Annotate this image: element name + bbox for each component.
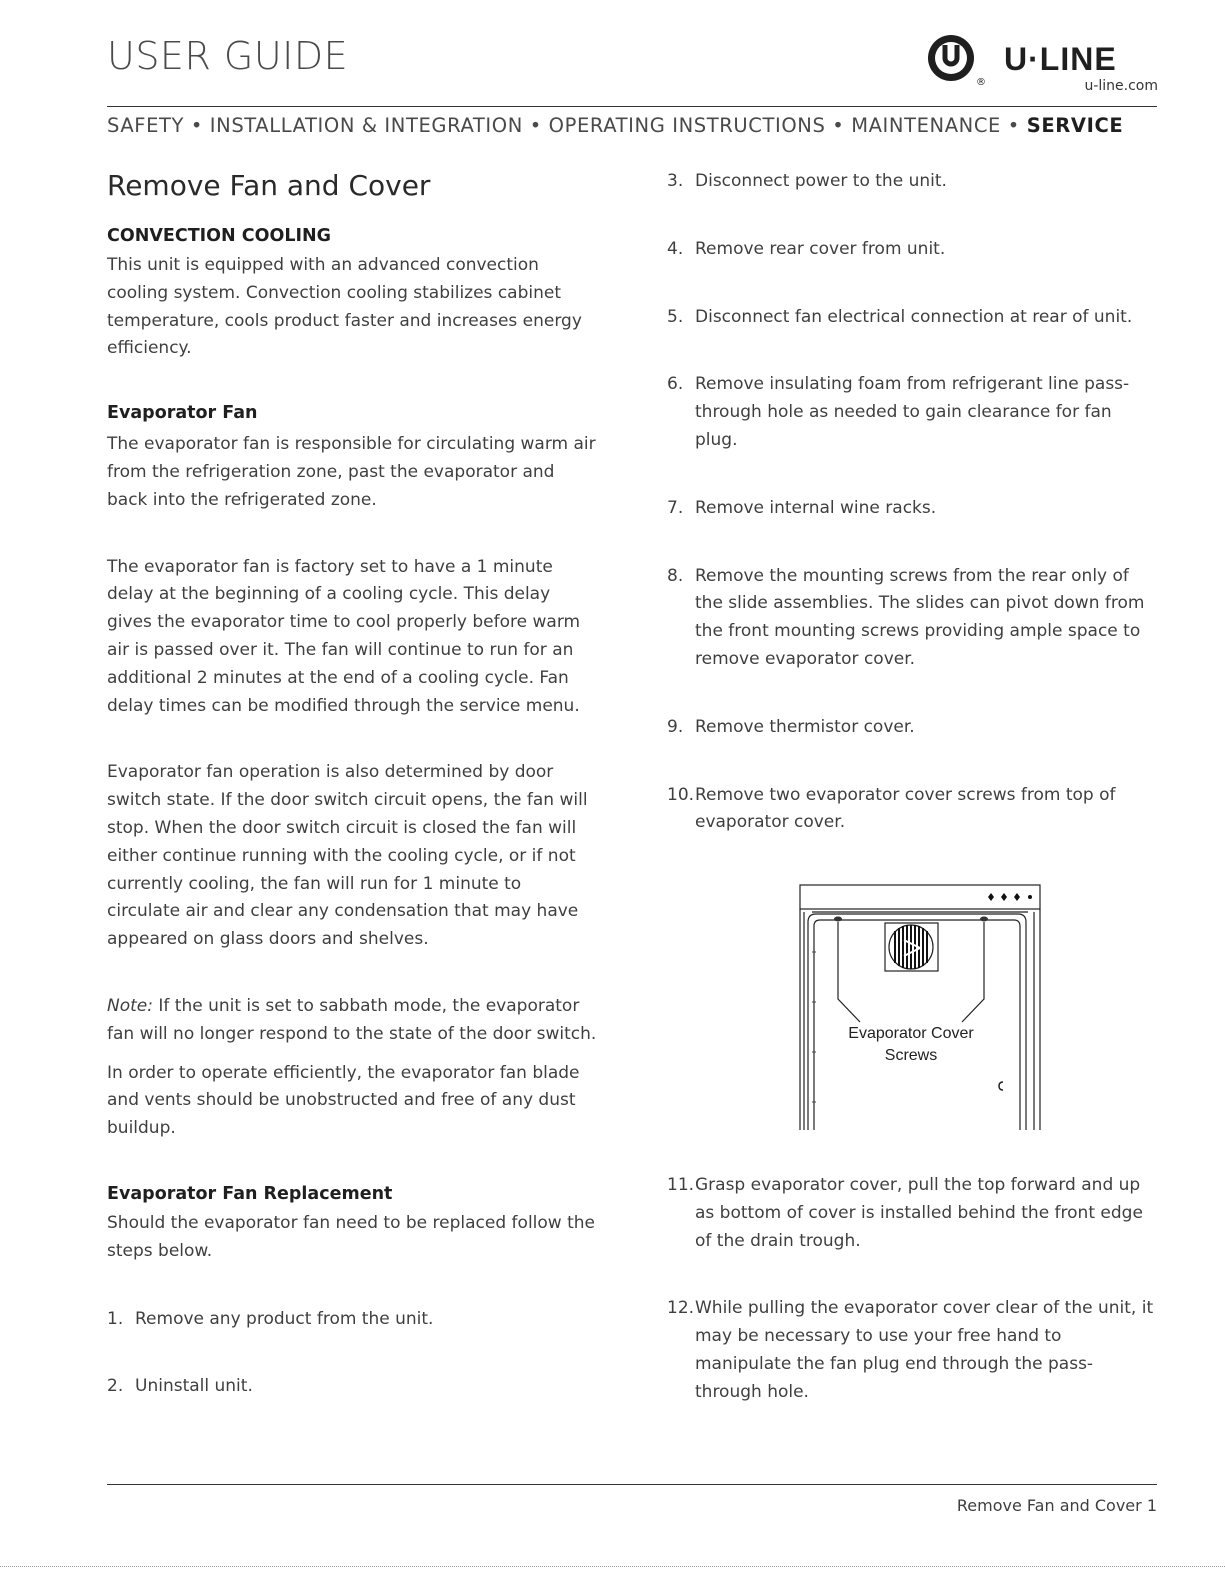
convection-paragraph: This unit is equipped with an advanced convection cooling system. Convection cooling stabilizes cabinet temperature, cools product faster and increases energy efficiency. (107, 255, 582, 359)
uline-logo[interactable] (928, 35, 1160, 97)
step-item (667, 1295, 1159, 1406)
step-number: 3. (667, 171, 684, 191)
step-number: 5. (667, 306, 684, 327)
step-number: 7. (667, 497, 684, 518)
nav-item-installation[interactable]: INSTALLATION & INTEGRATION (209, 114, 523, 137)
page-footer-label: Remove Fan and Cover 1 (956, 1496, 1157, 1515)
step-number: 8. (667, 565, 684, 586)
right-column (667, 168, 1159, 837)
guide-title: USER GUIDE (107, 34, 349, 78)
section-title: Remove Fan and Cover (107, 169, 431, 202)
step-text: Remove internal wine racks. (695, 497, 937, 518)
sabbath-note (107, 993, 597, 1049)
step-number: 9. (667, 716, 684, 737)
replacement-heading: Evaporator Fan Replacement (107, 1183, 393, 1204)
step-item (667, 714, 1159, 742)
nav-separator: • (1007, 114, 1020, 137)
nav-item-operating[interactable]: OPERATING INSTRUCTIONS (548, 114, 826, 137)
step-number: 1. (107, 1308, 124, 1329)
step-text: Remove rear cover from unit. (695, 238, 946, 259)
replacement-paragraph: Should the evaporator fan need to be replaced follow the steps below. (107, 1212, 595, 1261)
step-text: Remove any product from the unit. (135, 1308, 434, 1329)
step-text: Remove the mounting screws from the rear only of the slide assemblies. The slides can pivot down from the front mounting screws providing ample space to remove evaporator cover. (695, 565, 1145, 669)
step-item (667, 168, 1159, 196)
step-item (667, 371, 1159, 454)
step-item (667, 1172, 1159, 1255)
header-divider (107, 106, 1157, 107)
section-nav (107, 114, 1123, 137)
nav-item-maintenance[interactable]: MAINTENANCE (851, 114, 1001, 137)
step-number: 6. (667, 374, 684, 395)
right-column-lower (667, 1172, 1159, 1407)
footer-divider (107, 1484, 1157, 1485)
page-edge-dotted-line (0, 1566, 1225, 1567)
step-text: While pulling the evaporator cover clear of the unit, it may be necessary to use your free hand to manipulate the fan plug end through the pass-through hole. (695, 1298, 1154, 1402)
step-item (667, 782, 1159, 838)
step-item (667, 563, 1159, 674)
nav-separator: • (190, 114, 203, 137)
fan-paragraph-3: Evaporator fan operation is also determined by door switch state. If the door switch circuit opens, the fan will stop. When the door switch circuit is closed the fan will either continue running with the cooling cycle, or if not currently cooling, the fan will run for 1 minute to circulate air and clear any condensation that may have appeared on glass doors and shelves. (107, 762, 588, 950)
step-number: 12. (667, 1298, 695, 1319)
step-text: Remove thermistor cover. (695, 716, 915, 737)
step-text: Uninstall unit. (135, 1376, 253, 1397)
fan-paragraph-4: In order to operate efficiently, the evaporator fan blade and vents should be unobstructed and free of any dust buildup. (107, 1062, 580, 1139)
website-url[interactable]: u-line.com (1084, 78, 1158, 94)
evaporator-fan-heading: Evaporator Fan (107, 403, 258, 424)
step-text: Disconnect power to the unit. (695, 171, 947, 191)
step-item (107, 1306, 597, 1334)
step-number: 4. (667, 238, 684, 259)
figure-label-line2: Screws (884, 1047, 938, 1064)
step-number: 2. (107, 1376, 124, 1397)
nav-separator: • (529, 114, 542, 137)
step-number: 11. (667, 1175, 695, 1195)
step-item (667, 304, 1159, 332)
uline-logo-mark-icon (928, 35, 974, 81)
registered-mark: ® (976, 77, 986, 88)
nav-separator: • (832, 114, 845, 137)
note-label: Note: (107, 995, 153, 1016)
step-text: Disconnect fan electrical connection at rear of unit. (695, 306, 1133, 327)
step-text: Remove two evaporator cover screws from top of evaporator cover. (695, 784, 1116, 833)
uline-wordmark: U·LINE (1004, 41, 1117, 77)
note-text: If the unit is set to sabbath mode, the evaporator fan will no longer respond to the state of the door switch. (107, 995, 597, 1044)
step-item (667, 236, 1159, 264)
step-item (667, 495, 1159, 523)
nav-item-safety[interactable]: SAFETY (107, 114, 185, 137)
nav-item-service-active[interactable]: SERVICE (1026, 114, 1124, 137)
figure-label-line1: Evaporator Cover (848, 1025, 974, 1042)
fan-paragraph-1: The evaporator fan is responsible for circulating warm air from the refrigeration zone, past the evaporator and back into the refrigerated zone. (107, 434, 596, 510)
fan-paragraph-2: The evaporator fan is factory set to have a 1 minute delay at the beginning of a cooling cycle. This delay gives the evaporator time to cool properly before warm air is passed over it. The fan will continue to run for an additional 2 minutes at the end of a cooling cycle. Fan delay times can be modified through the service menu. (107, 556, 581, 716)
evaporator-cover-diagram (798, 882, 1042, 1132)
step-number: 10. (667, 784, 695, 805)
left-column (107, 166, 597, 1401)
convection-heading: CONVECTION COOLING (107, 226, 332, 246)
step-item (107, 1373, 597, 1401)
step-text: Grasp evaporator cover, pull the top forward and up as bottom of cover is installed behind the front edge of the drain trough. (695, 1175, 1143, 1251)
step-text: Remove insulating foam from refrigerant line pass-through hole as needed to gain clearance for fan plug. (695, 374, 1130, 450)
